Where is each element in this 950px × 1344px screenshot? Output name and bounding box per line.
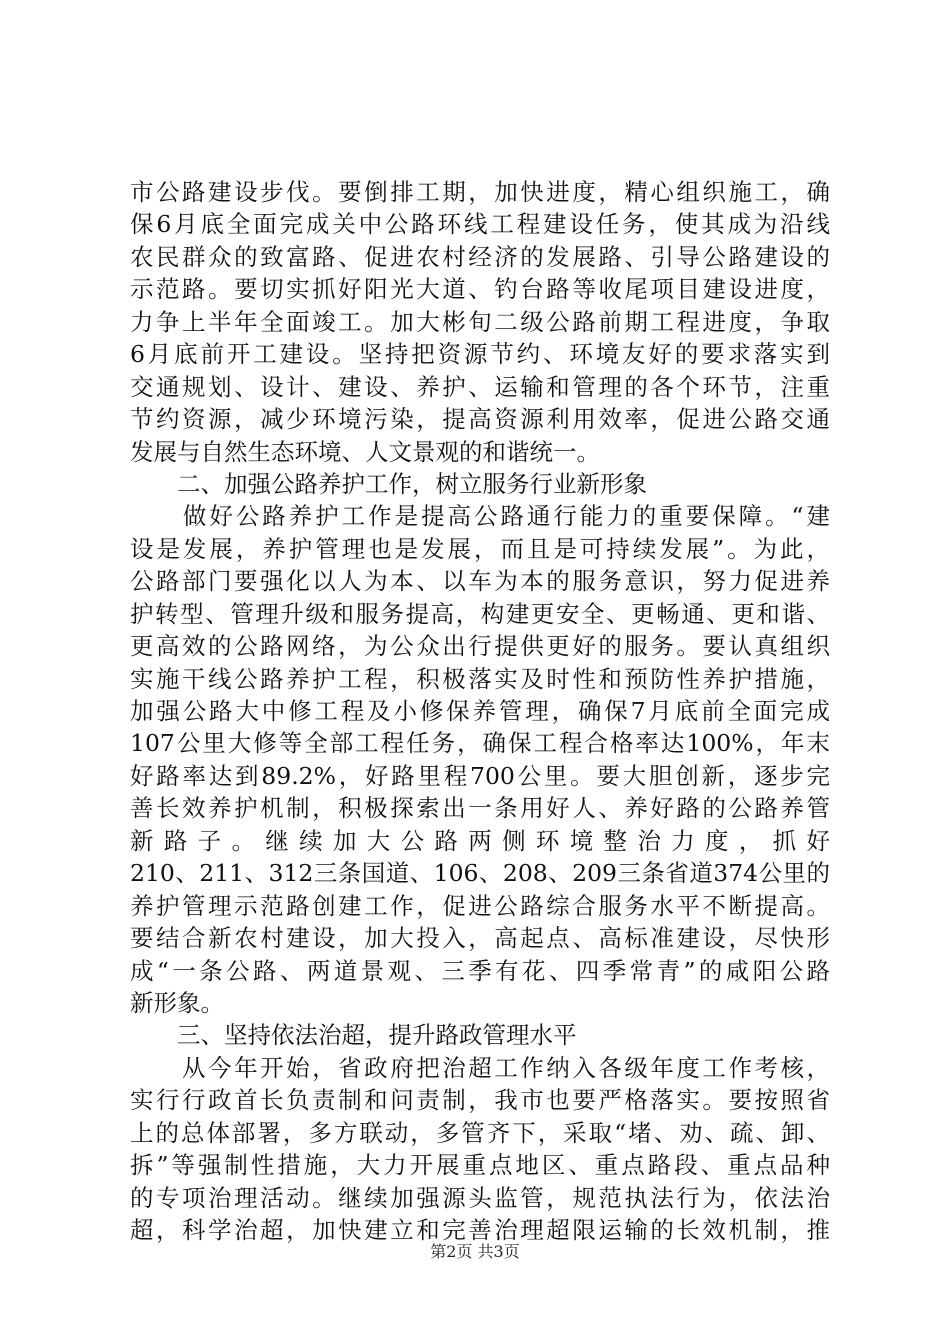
text-line: 交通规划、设计、建设、养护、运输和管理的各个环节，注重 — [130, 372, 830, 401]
section-heading: 三、坚持依法治超，提升路政管理水平 — [130, 1021, 577, 1050]
text-line: 养护管理示范路创建工作，促进公路综合服务水平不断提高。 — [130, 891, 830, 920]
text-line: 农民群众的致富路、促进农村经济的发展路、引导公路建设的 — [130, 242, 830, 271]
text-line: 新路子。继续加大公路两侧环境整治力度，抓好 — [130, 826, 830, 855]
text-line: 发展与自然生态环境、人文景观的和谐统一。 — [130, 437, 600, 466]
text-line: 实施干线公路养护工程，积极落实及时性和预防性养护措施， — [130, 664, 830, 693]
text-line: 从今年开始，省政府把治超工作纳入各级年度工作考核， — [130, 1053, 830, 1082]
text-line: 超，科学治超，加快建立和完善治理超限运输的长效机制，推 — [130, 1216, 830, 1244]
text-line: 新形象。 — [130, 988, 224, 1017]
text-line: 上的总体部署，多方联动，多管齐下，采取“堵、劝、疏、卸、 — [130, 1118, 830, 1147]
text-line: 107公里大修等全部工程任务，确保工程合格率达100%，年末 — [130, 729, 830, 758]
text-line: 拆”等强制性措施，大力开展重点地区、重点路段、重点品种 — [130, 1151, 830, 1180]
text-line: 210、211、312三条国道、106、208、209三条省道374公里的 — [130, 859, 830, 888]
text-line: 节约资源，减少环境污染，提高资源利用效率，促进公路交通 — [130, 405, 830, 434]
text-line: 实行行政首长负责制和问责制，我市也要严格落实。要按照省 — [130, 1086, 830, 1115]
text-line: 市公路建设步伐。要倒排工期，加快进度，精心组织施工，确 — [130, 178, 830, 206]
text-line: 成“一条公路、两道景观、三季有花、四季常青”的咸阳公路 — [130, 956, 830, 985]
text-line: 加强公路大中修工程及小修保养管理，确保7月底前全面完成 — [130, 697, 830, 725]
text-line: 要结合新农村建设，加大投入，高起点、高标准建设，尽快形 — [130, 924, 830, 953]
text-line: 设是发展，养护管理也是发展，而且是可持续发展”。为此， — [130, 534, 830, 563]
text-line: 好路率达到89.2%，好路里程700公里。要大胆创新，逐步完 — [130, 761, 830, 790]
text-line: 的专项治理活动。继续加强源头监管，规范执法行为，依法治 — [130, 1183, 830, 1212]
text-line: 6月底前开工建设。坚持把资源节约、环境友好的要求落实到 — [130, 340, 830, 369]
document-body — [130, 176, 830, 1246]
text-line: 保6月底全面完成关中公路环线工程建设任务，使其成为沿线 — [130, 210, 830, 239]
text-line: 护转型、管理升级和服务提高，构建更安全、更畅通、更和谐、 — [130, 599, 830, 628]
text-line: 力争上半年全面竣工。加大彬旬二级公路前期工程进度，争取 — [130, 307, 830, 336]
page-number: 第2页 共3页 — [430, 1242, 520, 1261]
text-line: 做好公路养护工作是提高公路通行能力的重要保障。“建 — [130, 502, 830, 531]
text-line: 示范路。要切实抓好阳光大道、钓台路等收尾项目建设进度， — [130, 275, 830, 304]
text-line: 善长效养护机制，积极探索出一条用好人、养好路的公路养管 — [130, 794, 830, 823]
text-line: 更高效的公路网络，为公众出行提供更好的服务。要认真组织 — [130, 632, 830, 661]
section-heading: 二、加强公路养护工作，树立服务行业新形象 — [130, 469, 647, 498]
text-line: 公路部门要强化以人为本、以车为本的服务意识，努力促进养 — [130, 567, 830, 596]
